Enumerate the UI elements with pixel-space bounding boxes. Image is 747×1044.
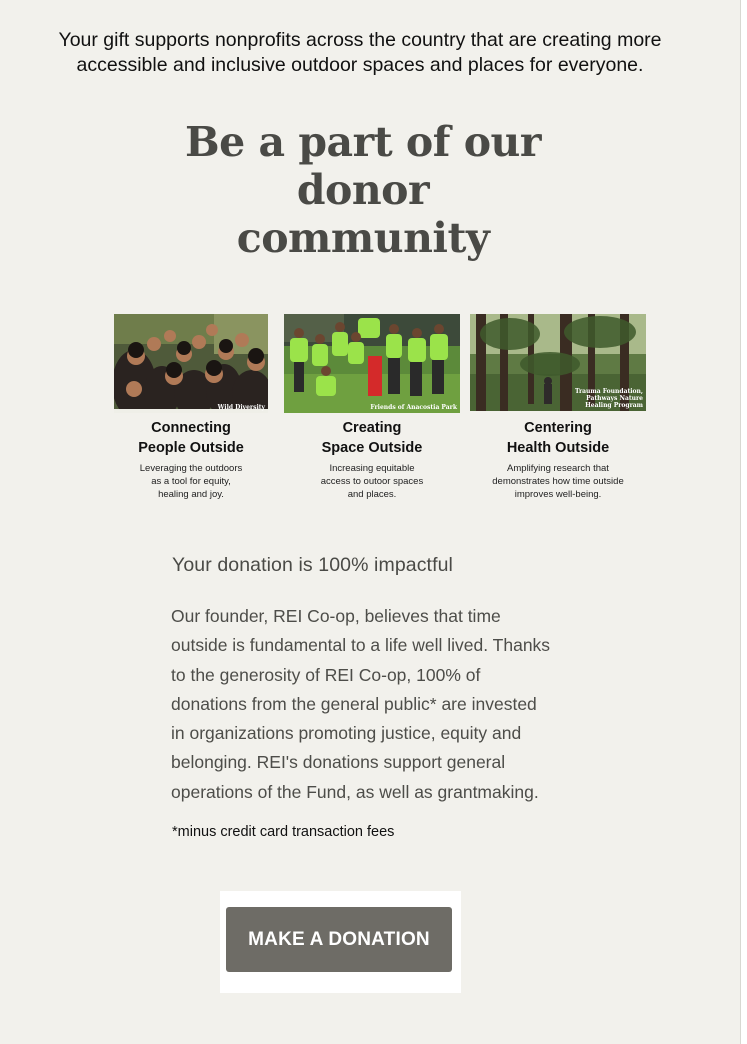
card-creating-space bbox=[284, 314, 460, 501]
impact-body-line: outside is fundamental to a life well lived. Thanks bbox=[171, 635, 551, 656]
card-description-line-2: as a tool for equity, bbox=[151, 476, 231, 487]
card-title-line-2: People Outside bbox=[138, 440, 244, 456]
volunteers-photo bbox=[284, 314, 460, 413]
photo-credit: Friends of Anacostia Park bbox=[370, 404, 457, 411]
card-title bbox=[114, 418, 268, 458]
card-title bbox=[284, 418, 460, 458]
page-title-line-2: donor bbox=[296, 166, 430, 214]
impact-body-line: to the generosity of REI Co-op, 100% of bbox=[171, 664, 481, 685]
card-title-line-2: Health Outside bbox=[506, 440, 610, 456]
footnote: *minus credit card transaction fees bbox=[172, 824, 395, 840]
impact-body-line: in organizations promoting justice, equity and bbox=[171, 723, 522, 744]
card-description-line-1: Increasing equitable bbox=[329, 463, 415, 474]
card-description-line-1: Leveraging the outdoors bbox=[139, 463, 243, 474]
card-title-line-1: Centering bbox=[524, 420, 592, 436]
page-edge bbox=[740, 0, 747, 1044]
impact-body-line: belonging. REI's donations support general bbox=[171, 752, 506, 773]
card-description bbox=[114, 462, 268, 501]
group-selfie-photo bbox=[114, 314, 268, 413]
card-description-line-3: and places. bbox=[347, 489, 397, 500]
card-centering-health bbox=[470, 314, 646, 501]
impact-body-line: Our founder, REI Co-op, believes that time bbox=[171, 606, 501, 626]
photo-credit-line-3: Healing Program bbox=[585, 402, 643, 409]
card-description-line-3: healing and joy. bbox=[158, 489, 224, 500]
card-description-line-2: demonstrates how time outside bbox=[492, 476, 624, 487]
card-title-line-2: Space Outside bbox=[321, 440, 423, 456]
intro-text: Your gift supports nonprofits across the country that are creating more accessible and inclusive outdoor spaces and places for everyone. bbox=[58, 29, 662, 76]
card-description bbox=[470, 462, 646, 501]
group-selfie-image bbox=[114, 314, 268, 413]
page-title-line-3: community bbox=[236, 214, 490, 262]
card-description-line-3: improves well-being. bbox=[514, 489, 602, 500]
page-title-line-1: Be a part of our bbox=[185, 118, 541, 166]
card-connecting-people bbox=[114, 314, 268, 501]
impact-body-line: operations of the Fund, as well as grantmaking. bbox=[171, 781, 539, 802]
page-title bbox=[160, 118, 566, 262]
photo-credit-line-1: Trauma Foundation, bbox=[574, 388, 643, 395]
impact-heading: Your donation is 100% impactful bbox=[172, 554, 453, 576]
card-title-line-1: Creating bbox=[342, 420, 402, 436]
donate-button-container bbox=[220, 891, 461, 993]
impact-body bbox=[171, 602, 601, 807]
photo-credit-line-2: Pathways Nature bbox=[586, 395, 643, 402]
volunteers-image bbox=[284, 314, 460, 413]
card-description bbox=[284, 462, 460, 501]
impact-body-line: donations from the general public* are invested bbox=[171, 693, 537, 714]
photo-credit bbox=[575, 388, 643, 409]
card-description-line-1: Amplifying research that bbox=[507, 463, 609, 474]
photo-credit: Wild Diversity bbox=[217, 404, 265, 411]
card-description-line-2: access to outoor spaces bbox=[320, 476, 424, 487]
card-title bbox=[470, 418, 646, 458]
make-donation-button[interactable]: MAKE A DONATION bbox=[226, 907, 452, 972]
forest-photo bbox=[470, 314, 646, 411]
card-title-line-1: Connecting bbox=[151, 420, 231, 436]
